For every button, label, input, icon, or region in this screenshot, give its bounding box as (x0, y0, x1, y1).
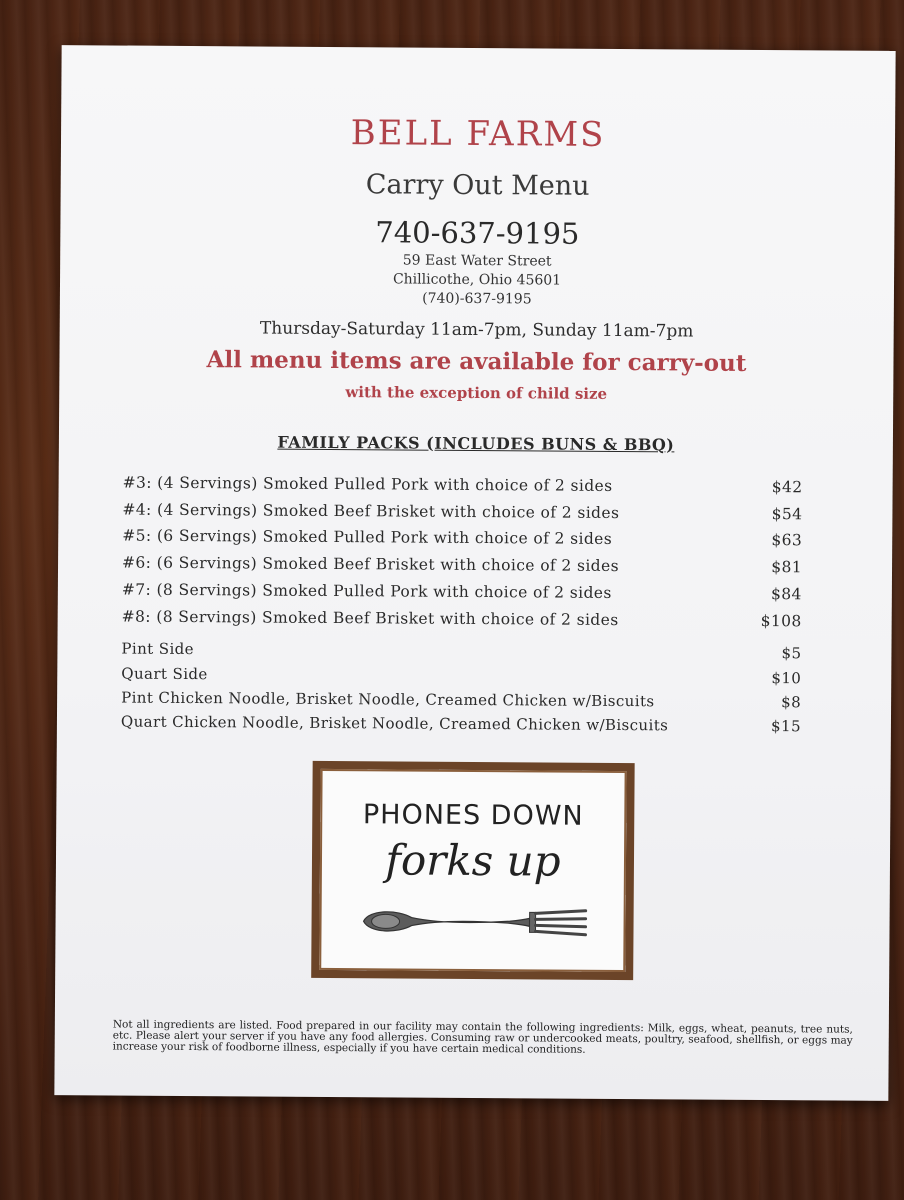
side-item-name: Pint Chicken Noodle, Brisket Noodle, Creamed Chicken w/Biscuits (121, 688, 655, 711)
side-item-price: $10 (771, 669, 802, 688)
side-item-name: Quart Chicken Noodle, Brisket Noodle, Creamed Chicken w/Biscuits (120, 712, 669, 735)
allergy-disclaimer: Not all ingredients are listed. Food prepared in our facility may contain the following ingredients: Milk, eggs, wheat, peanuts, tree nuts, etc. Please alert your server if you have any food allergies. Consuming raw or undercooked meats, poultry, seafood, shellfish, or eggs may increase your risk of foodborne illness, especially if you have certain medical conditions. (112, 1018, 853, 1056)
menu-subtitle: Carry Out Menu (365, 169, 590, 202)
side-item-name: Pint Side (121, 639, 195, 659)
fork-icon (359, 901, 589, 943)
opening-hours: Thursday-Saturday 11am-7pm, Sunday 11am-7pm (259, 318, 694, 342)
side-item (121, 689, 801, 716)
menu-item (122, 581, 802, 608)
menu-item (122, 527, 802, 554)
menu-sheet (54, 45, 895, 1101)
side-item (121, 665, 801, 692)
side-item (121, 640, 801, 667)
menu-item-price: $81 (771, 558, 803, 577)
menu-item-price: $63 (771, 531, 803, 550)
address-city: Chillicothe, Ohio 45601 (392, 271, 562, 289)
side-item-price: $15 (771, 717, 802, 736)
availability-exception: with the exception of child size (345, 383, 608, 403)
address-phone: (740)-637-9195 (422, 290, 532, 308)
menu-item-name: #7: (8 Servings) Smoked Pulled Pork with choice of 2 sides (121, 580, 612, 602)
menu-item-price: $42 (771, 478, 803, 497)
menu-item-price: $54 (771, 505, 803, 524)
sign-script-text: forks up (385, 835, 561, 886)
availability-notice: All menu items are available for carry-out (206, 346, 747, 377)
menu-item (122, 554, 802, 581)
side-item-price: $5 (781, 644, 802, 663)
side-item (121, 713, 801, 740)
menu-item (122, 608, 802, 635)
phones-down-sign (311, 761, 635, 980)
phone-number: 740-637-9195 (375, 215, 580, 251)
side-item-name: Quart Side (121, 664, 208, 684)
sign-headline: PHONES DOWN (362, 799, 584, 832)
menu-item-name: #8: (8 Servings) Smoked Beef Brisket with choice of 2 sides (121, 607, 619, 630)
address-street: 59 East Water Street (402, 252, 552, 270)
menu-item-price: $84 (771, 585, 802, 604)
menu-item-name: #3: (4 Servings) Smoked Pulled Pork with choice of 2 sides (122, 473, 613, 495)
family-packs-heading: FAMILY PACKS (INCLUDES BUNS & BBQ) (277, 432, 675, 455)
menu-item (123, 474, 803, 501)
restaurant-name: BELL FARMS (350, 113, 606, 155)
menu-item (122, 501, 802, 528)
menu-item-name: #5: (6 Servings) Smoked Pulled Pork with choice of 2 sides (122, 526, 613, 548)
side-item-price: $8 (781, 693, 802, 712)
menu-item-name: #4: (4 Servings) Smoked Beef Brisket with choice of 2 sides (122, 500, 620, 523)
menu-item-name: #6: (6 Servings) Smoked Beef Brisket with choice of 2 sides (122, 553, 620, 576)
menu-item-price: $108 (760, 611, 802, 631)
